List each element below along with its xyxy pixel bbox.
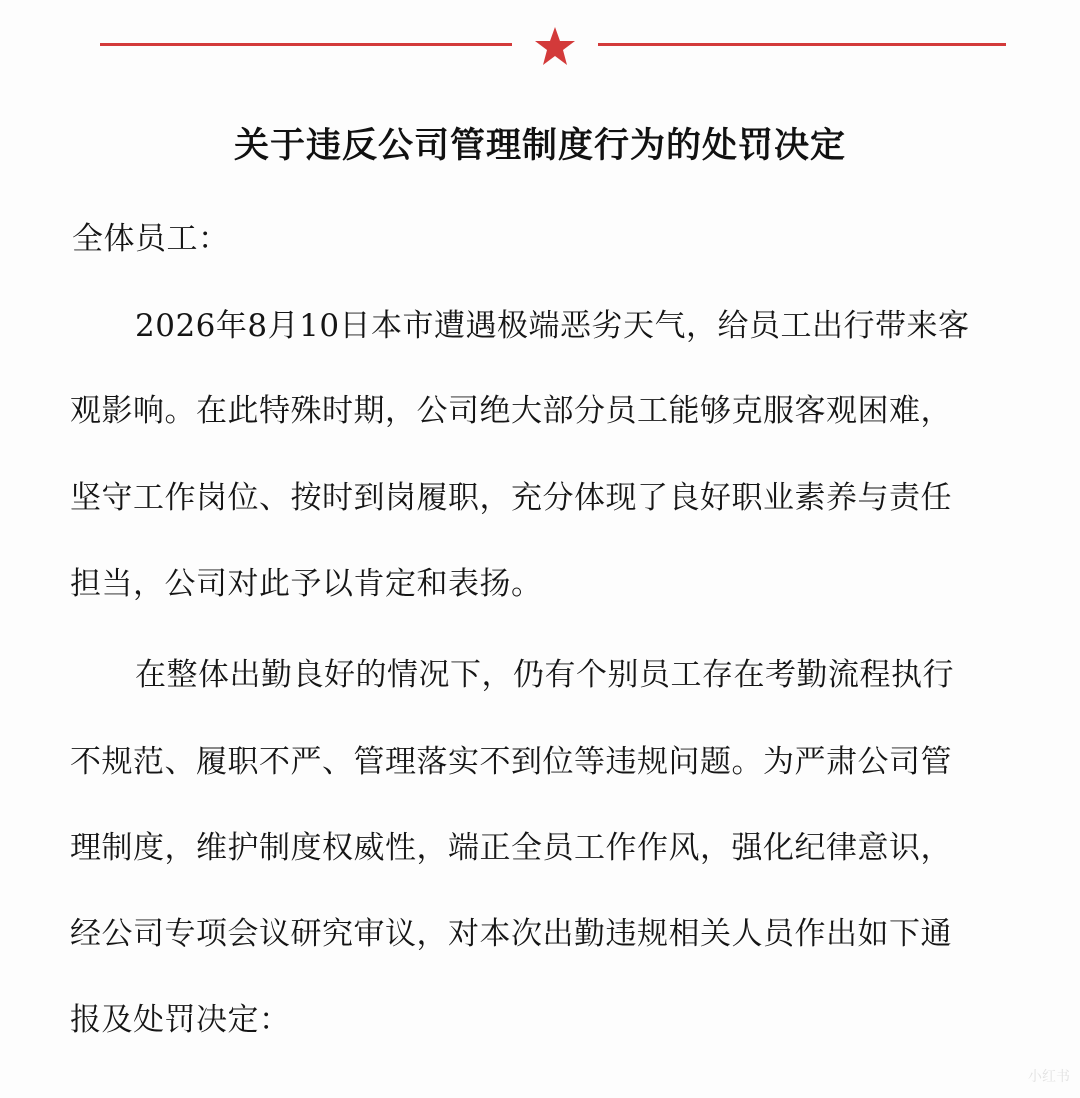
body-line: 经公司专项会议研究审议，对本次出勤违规相关人员作出如下通: [70, 916, 952, 952]
red-star-icon: [533, 24, 577, 68]
body-line: 2026年8月10日本市遭遇极端恶劣天气，给员工出行带来客: [135, 308, 970, 344]
header-rule-left: [100, 43, 512, 46]
body-line: 担当，公司对此予以肯定和表扬。: [70, 566, 543, 602]
salutation: 全体员工：: [72, 221, 230, 257]
body-line: 在整体出勤良好的情况下，仍有个别员工存在考勤流程执行: [135, 657, 954, 693]
body-line: 坚守工作岗位、按时到岗履职，充分体现了良好职业素养与责任: [70, 480, 952, 516]
header-rule-right: [598, 43, 1006, 46]
watermark: 小红书: [1028, 1069, 1070, 1085]
body-line: 不规范、履职不严、管理落实不到位等违规问题。为严肃公司管: [70, 744, 952, 780]
body-line: 报及处罚决定：: [70, 1002, 291, 1038]
body-line: 观影响。在此特殊时期，公司绝大部分员工能够克服客观困难，: [70, 393, 952, 429]
document-title: 关于违反公司管理制度行为的处罚决定: [233, 126, 846, 166]
body-line: 理制度，维护制度权威性，端正全员工作作风，强化纪律意识，: [70, 830, 952, 866]
